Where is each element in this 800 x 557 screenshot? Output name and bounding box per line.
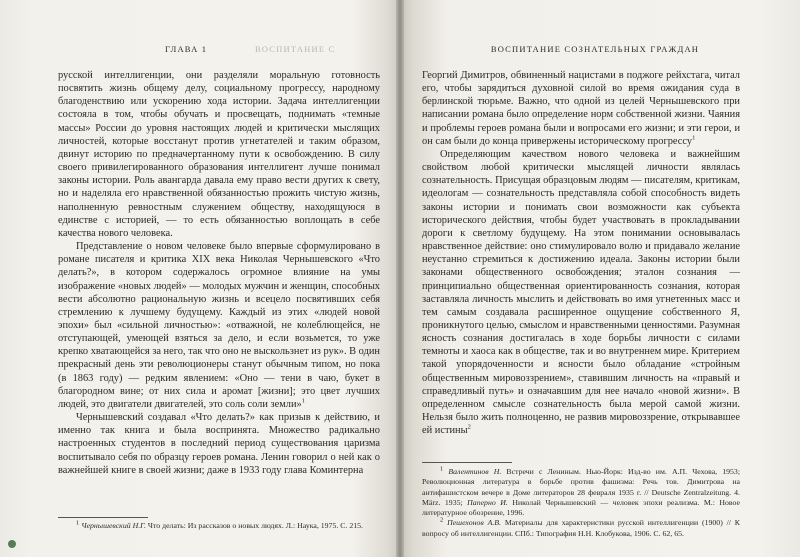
footnote-author: Пешехонов А.В. bbox=[447, 518, 502, 528]
paragraph-text: Представление о новом человеке было впервые сформулировано в романе писателя и критика XIX века Николая Чернышевского «Что делать?», в котором содержалось огромное влияние на умы изображение «новых людей» — молодых мужчин и женщин, способных вести абсолютно рациональную жизнь и всецело посвятивших себя стремлению к лучшему будущему. Каждый из этих «людей новой эпохи» был «сильной личностью»: «отважной, не колеблющейся, не отступающей, умеющей взяться за дело, и если возьмется, то уже крепко хватающейся за него, так что оно не выскользнет из рук». В один прекрасный день эти революционеры станут обычным типом, но пока (в 1863 году) — редким явлением: «Оно — тени в чаю, букет в благородном вине; от них сила и аромат [жизни]; это цвет лучших людей, это двигатели двигателей, это соль соли земли» bbox=[58, 241, 380, 410]
right-footnotes bbox=[422, 467, 740, 539]
footnote-author: Валентинов Н. bbox=[448, 467, 502, 476]
footnote bbox=[422, 467, 740, 518]
footnote-divider bbox=[58, 517, 148, 518]
paragraph-text: Определяющим качеством нового человека и важнейшим свойством любой критически мыслящей личности являлась сознательность. Присущая образцовым людям — писателям, критикам, идеологам — сознательность представляла собой способность видеть законы истории и понимать свои возможности как субъекта исторического действия, чтобы будет участвовать в прокладывании дороги к светлому будущему. На этом понимании основывалась нравственное действие: оно стимулировало волю и придавало желание неустанно стремиться к достижению идеала. Законы истории были законами общественного освобождения; эталон сознания — принципиально общественная ориентированность сознания, которая заставляла личность мыслить и действовать во имя угнетенных масс и тем самым создавала расширенное ощущение собственного Я, проникнутого целью, смыслом и нравственными ценностями. Разумная ясность сознания достигалась в ходе борьбы личности с силами темноты и хаоса как в обществе, так и во внутреннем мире. Критерием такой упорядоченности и ясности было обладание «стройным общественным мировоззрением», ставившим личность на «правый и справедливый путь» и означавшим для нее начало «новой жизни». В определенном смысле сознательность была мерой самой жизни. Нельзя было жить полноценно, не развив мировоззрение, открывавшее ей истины bbox=[422, 148, 741, 437]
chapter-header: ГЛАВА 1 bbox=[165, 44, 208, 54]
footnote-text: Николай Чернышевский — человек эпохи реализма. М.: Новое литературное обозрение, 1996. bbox=[422, 497, 740, 518]
footnote-text: Встречи с Лениным. Нью-Йорк: Изд-во им. А.П. Чехова, 1953; Революционная литература в борьбе против фашизма: Речь тов. Димитрова на антифашистском вечере в Доме литераторов 28 февраля 1935 г. // Deutsche Zentralzeitung. 4. März. 1935; bbox=[422, 467, 740, 507]
scan-mark bbox=[8, 540, 16, 548]
paragraph bbox=[422, 69, 740, 148]
left-footnotes bbox=[58, 521, 380, 531]
footnote-number: 1 bbox=[440, 465, 444, 473]
footnote-divider bbox=[422, 462, 512, 463]
book-gutter bbox=[396, 0, 404, 557]
footnote-ref: 2 bbox=[467, 423, 471, 431]
footnote bbox=[422, 518, 740, 539]
running-header: ВОСПИТАНИЕ СОЗНАТЕЛЬНЫХ ГРАЖДАН bbox=[490, 44, 700, 54]
right-body-text bbox=[422, 69, 740, 437]
footnote-text: Материалы для характеристики русской интеллигенции (1900) // К вопросу об интеллигенции. СПб.: Типография Н.Н. Клобукова, 1906. С. 62, 65. bbox=[422, 518, 740, 538]
footnote-author: Чернышевский Н.Г. bbox=[81, 521, 146, 530]
paragraph: Чернышевский создавал «Что делать?» как призыв к действию, и именно так книга и была воспринята. Множество радикально настроенных студентов в последний период существования царизма воспитывало себя по образцу героев романа. Ленин говорил о ней как о важнейшей книге в своей жизни; даже в 1933 году глава Коминтерна bbox=[58, 412, 380, 476]
paragraph bbox=[58, 240, 380, 411]
footnote-author: Паперно И. bbox=[467, 497, 508, 507]
footnote-ref: 1 bbox=[692, 134, 696, 142]
left-body-text bbox=[58, 69, 380, 477]
right-page bbox=[400, 0, 800, 557]
paragraph bbox=[422, 148, 740, 437]
bleed-through-header: ВОСПИТАНИЕ С bbox=[255, 44, 336, 54]
footnote bbox=[58, 521, 380, 531]
footnote-ref: 1 bbox=[301, 397, 305, 405]
footnote-text: Что делать: Из рассказов о новых людях. Л.: Наука, 1975. С. 215. bbox=[145, 521, 363, 530]
footnote-number: 2 bbox=[440, 516, 444, 524]
paragraph: русской интеллигенции, они разделяли моральную готовность посвятить жизнь общему делу, социальному прогрессу, народному благоденствию или ускорению хода истории. Задача интеллигенции состояла в том, чтобы обучать и просвещать, поднимать «темные массы» России до уровня настоящих людей и критически мыслящих личностей, которые восстанут против угнетателей и таким образом, двинут историю по предначертанному пути к освобождению. В силу своего привилегированного образования интеллигент лучше понимал законы истории. Роль авангарда давала ему право вести других к свету, но и наделяла его нравственной обязанностью прожить чистую жизнь, наполненную ревностным служением обществу, находящуюся в единстве с историей, — то есть обязанностью воплощать в себе качества нового человека. bbox=[58, 70, 380, 239]
footnote-number: 1 bbox=[76, 519, 80, 527]
paragraph-text: Георгий Димитров, обвиненный нацистами в поджоге рейхстага, читал его, чтобы зарядиться духовной силой во время ожидания суда в берлинской тюрьме. Важно, что одной из целей Чернышевского при написании романа было определение норм собственной жизни. Чаяния и проблемы героев романа были и вопросами его жизни; и эти герои, и он сам были до конца привержены историческому прогрессу bbox=[422, 70, 740, 147]
